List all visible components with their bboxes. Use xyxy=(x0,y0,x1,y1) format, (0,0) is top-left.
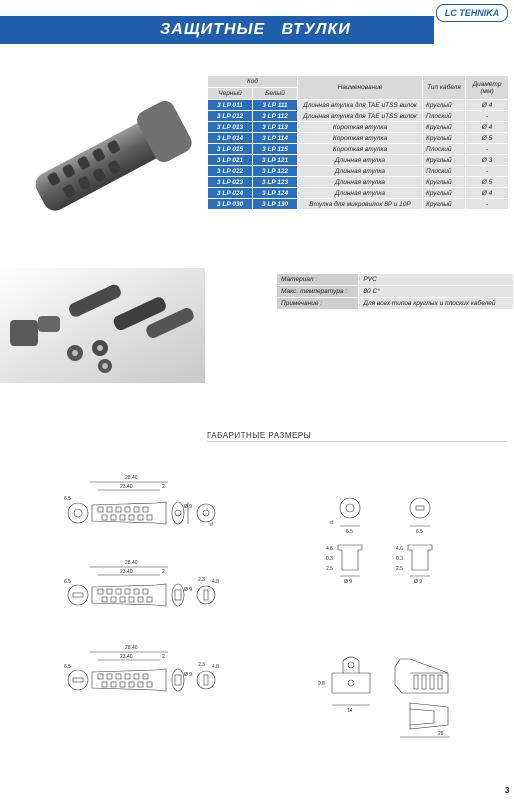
properties-table xyxy=(276,273,514,310)
table-row xyxy=(208,111,509,122)
dimension-drawing-short xyxy=(310,490,460,585)
dim-width: 2.3 xyxy=(198,662,205,668)
diameter: Ø 4 xyxy=(466,188,509,199)
cable-type: Плоский xyxy=(423,166,466,177)
dim-phi-a: Ø 9 xyxy=(344,579,353,585)
item-name: Короткая втулка xyxy=(298,133,423,144)
property-row xyxy=(277,298,514,310)
item-name: Короткая втулка xyxy=(298,122,423,133)
table-row xyxy=(208,166,509,177)
diameter: Ø 3 xyxy=(466,155,509,166)
dim-03b: 0.3 xyxy=(396,556,403,562)
code-black: 3 LP 012 xyxy=(208,111,253,122)
dim-tip: 2 xyxy=(162,654,165,660)
diameter: - xyxy=(466,111,509,122)
cable-type: Круглый xyxy=(423,155,466,166)
property-row xyxy=(277,274,514,286)
item-name: Втулка для микровилок 8P и 10P xyxy=(298,199,423,210)
table-row xyxy=(208,144,509,155)
code-black: 3 LP 022 xyxy=(208,166,253,177)
code-white: 3 LP 121 xyxy=(253,155,298,166)
cable-type: Круглый xyxy=(423,188,466,199)
code-group-header: Код xyxy=(208,76,298,88)
dim-phi-b: Ø 9 xyxy=(414,579,423,585)
code-white: 3 LP 115 xyxy=(253,144,298,155)
table-row xyxy=(208,133,509,144)
col-diameter: Диаметр (мм) xyxy=(466,76,509,100)
item-name: Длинная втулка xyxy=(298,177,423,188)
diameter: Ø 5 xyxy=(466,177,509,188)
dim-48: 4.8 xyxy=(212,579,219,585)
cable-type: Круглый xyxy=(423,177,466,188)
dim-46a: 4.6 xyxy=(326,546,333,552)
diameter: Ø 4 xyxy=(466,100,509,111)
dim-d: d xyxy=(210,522,213,528)
dim-tip: 2 xyxy=(162,569,165,575)
property-value: PVC xyxy=(359,274,514,286)
diameter: - xyxy=(466,166,509,177)
assortment-photo xyxy=(0,268,205,383)
table-row xyxy=(208,122,509,133)
diameter: Ø 4 xyxy=(466,122,509,133)
dim-width: 14 xyxy=(347,708,353,714)
code-white: 3 LP 114 xyxy=(253,133,298,144)
cable-type: Плоский xyxy=(423,144,466,155)
dim-03a: 0.3 xyxy=(326,556,333,562)
dim-48: 4.8 xyxy=(212,664,219,670)
cable-type: Круглый xyxy=(423,199,466,210)
dim-height: 9.8 xyxy=(318,681,325,687)
code-black: 3 LP 014 xyxy=(208,133,253,144)
code-black: 3 LP 024 xyxy=(208,188,253,199)
cable-type: Круглый xyxy=(423,100,466,111)
property-label: Макс. температура : xyxy=(277,286,359,298)
col-name: Наименование xyxy=(298,76,423,100)
property-row xyxy=(277,286,514,298)
diameter: - xyxy=(466,199,509,210)
dim-body: 23.40 xyxy=(120,654,133,660)
property-label: Примечание : xyxy=(277,298,359,310)
dimension-drawing-3 xyxy=(60,640,220,710)
dimension-drawing-micro xyxy=(310,645,460,745)
col-white: Белый xyxy=(253,88,298,100)
item-name: Длинная втулка xyxy=(298,155,423,166)
table-row xyxy=(208,188,509,199)
dim-65a: 6.5 xyxy=(346,529,353,535)
property-value: Для всех типов круглых и плоских кабелей xyxy=(359,298,514,310)
dim-tip: 2 xyxy=(162,484,165,490)
item-name: Короткая втулка xyxy=(298,144,423,155)
code-white: 3 LP 113 xyxy=(253,122,298,133)
code-white: 3 LP 112 xyxy=(253,111,298,122)
section-divider xyxy=(207,441,507,442)
property-label: Материал : xyxy=(277,274,359,286)
item-name: Длинная втулка xyxy=(298,188,423,199)
code-white: 3 LP 123 xyxy=(253,177,298,188)
dim-length: 28 xyxy=(438,731,444,737)
cable-type: Плоский xyxy=(423,111,466,122)
code-black: 3 LP 030 xyxy=(208,199,253,210)
code-white: 3 LP 122 xyxy=(253,166,298,177)
dim-25b: 2.5 xyxy=(396,566,403,572)
dim-diameter: Ø 9 xyxy=(184,672,193,678)
item-name: Длинная втулка для TAE иTSS вилок xyxy=(298,100,423,111)
code-white: 3 LP 130 xyxy=(253,199,298,210)
dim-65b: 6.5 xyxy=(416,529,423,535)
dim-25a: 2.5 xyxy=(326,566,333,572)
property-value: 80 C° xyxy=(359,286,514,298)
code-white: 3 LP 124 xyxy=(253,188,298,199)
code-black: 3 LP 015 xyxy=(208,144,253,155)
cable-type: Круглый xyxy=(423,133,466,144)
brand-logo: LC TEHNIKA xyxy=(436,4,508,22)
col-black: Черный xyxy=(208,88,253,100)
dim-total: 28.40 xyxy=(125,560,138,566)
dim-total: 28.40 xyxy=(125,645,138,651)
item-name: Длинная втулка xyxy=(298,166,423,177)
dimension-drawing-2 xyxy=(60,555,220,625)
diameter: - xyxy=(466,144,509,155)
boot-photo xyxy=(10,62,205,242)
dim-d: d xyxy=(330,520,333,526)
page-number: 3 xyxy=(505,786,510,795)
dimension-drawing-1 xyxy=(60,470,220,540)
code-black: 3 LP 011 xyxy=(208,100,253,111)
dim-diameter: Ø 9 xyxy=(184,504,193,510)
dim-total: 28.40 xyxy=(125,475,138,481)
codes-table xyxy=(207,75,509,210)
dim-height: 6.5 xyxy=(64,664,71,670)
item-name: Длинная втулка для TAE иTSS вилок xyxy=(298,111,423,122)
table-row xyxy=(208,177,509,188)
table-row xyxy=(208,199,509,210)
dim-body: 23.40 xyxy=(120,569,133,575)
table-row xyxy=(208,155,509,166)
dim-46b: 4.6 xyxy=(396,546,403,552)
col-cable-type: Тип кабеля xyxy=(423,76,466,100)
cable-type: Круглый xyxy=(423,122,466,133)
dim-width: 2.3 xyxy=(198,577,205,583)
code-black: 3 LP 013 xyxy=(208,122,253,133)
code-black: 3 LP 021 xyxy=(208,155,253,166)
code-black: 3 LP 023 xyxy=(208,177,253,188)
code-white: 3 LP 111 xyxy=(253,100,298,111)
page-title: ЗАЩИТНЫЕ ВТУЛКИ xyxy=(0,16,434,44)
dim-height: 6.5 xyxy=(64,579,71,585)
table-row xyxy=(208,100,509,111)
section-title: ГАБАРИТНЫЕ РАЗМЕРЫ xyxy=(207,431,312,440)
dim-body: 23.40 xyxy=(120,484,133,490)
dim-diameter: Ø 9 xyxy=(184,587,193,593)
dim-height: 6.5 xyxy=(64,496,71,502)
diameter: Ø 5 xyxy=(466,133,509,144)
